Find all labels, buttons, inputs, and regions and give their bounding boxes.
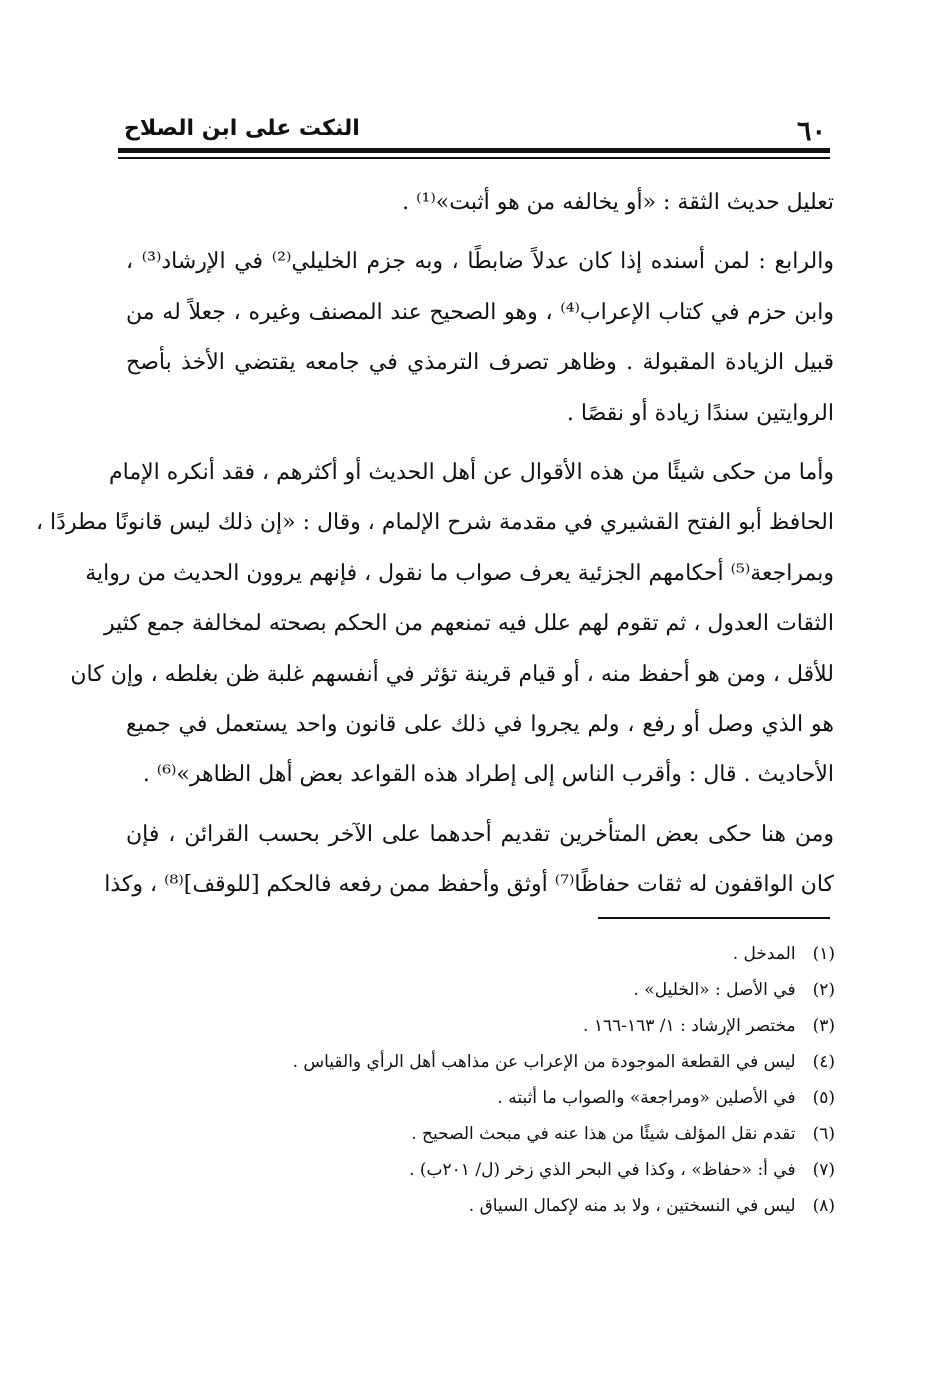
body-line: وأما من حكى شيئًا من هذه الأقوال عن أهل الحديث أو أكثرهم ، فقد أنكره الإمام bbox=[109, 459, 834, 485]
footnote bbox=[115, 1152, 835, 1188]
footnote-number: (٧) bbox=[812, 1160, 835, 1180]
body-line: ومن هنا حكى بعض المتأخرين تقديم أحدهما على الآخر بحسب القرائن ، فإن bbox=[126, 821, 834, 847]
body-line: وابن حزم في كتاب الإعراب⁽⁴⁾ ، وهو الصحيح عند المصنف وغيره ، جعلاً له من bbox=[126, 299, 834, 325]
body-line: الروايتين سندًا زيادة أو نقصًا . bbox=[566, 400, 834, 426]
body-line: هو الذي وصل أو رفع ، ولم يجروا في ذلك على قانون واحد يستعمل في جميع bbox=[126, 711, 834, 737]
body-line: كان الواقفون له ثقات حفاظًا⁽⁷⁾ أوثق وأحفظ ممن رفعه فالحكم [للوقف]⁽⁸⁾ ، وكذا bbox=[104, 872, 834, 898]
footnote-number: (٤) bbox=[812, 1052, 835, 1072]
footnote-number: (٨) bbox=[812, 1196, 835, 1216]
page-header bbox=[118, 108, 830, 147]
footnote-text: في أ: «حفاظ» ، وكذا في البحر الذي زخر (ل/ ٢٠١ب) . bbox=[409, 1160, 796, 1180]
body-text bbox=[35, 178, 834, 910]
header-rule-thick bbox=[118, 148, 830, 153]
footnote bbox=[115, 936, 835, 972]
footnote-text: في الأصلين «ومراجعة» والصواب ما أثبته . bbox=[497, 1088, 796, 1108]
footnote bbox=[115, 1080, 835, 1116]
running-title: النكت على ابن الصلاح bbox=[124, 116, 360, 141]
page-number: ٦٠ bbox=[796, 116, 826, 147]
footnote bbox=[115, 972, 835, 1008]
body-line: الثقات العدول ، ثم تقوم لهم علل فيه تمنعهم من الحكم بصحته لمخالفة جمع كثير bbox=[103, 611, 834, 637]
footnote-number: (١) bbox=[812, 944, 835, 964]
body-line: الحافظ أبو الفتح القشيري في مقدمة شرح الإلمام ، وقال : «إن ذلك ليس قانونًا مطردًا ، bbox=[35, 510, 834, 536]
footnote-text: ليس في القطعة الموجودة من الإعراب عن مذاهب أهل الرأي والقياس . bbox=[292, 1052, 796, 1072]
footnote-number: (٥) bbox=[812, 1088, 835, 1108]
footnote bbox=[115, 1044, 835, 1080]
footnote-text: المدخل . bbox=[732, 944, 796, 964]
body-line: للأقل ، ومن هو أحفظ منه ، أو قيام قرينة تؤثر في أنفسهم غلبة ظن بغلطه ، وإن كان bbox=[70, 661, 834, 687]
footnote-number: (٣) bbox=[812, 1016, 835, 1036]
footnote bbox=[115, 1188, 835, 1224]
body-line: وبمراجعة⁽⁵⁾ أحكامهم الجزئية يعرف صواب ما نقول ، فإنهم يروون الحديث من رواية bbox=[85, 560, 834, 586]
body-line: تعليل حديث الثقة : «أو يخالفه من هو أثبت»⁽¹⁾ . bbox=[402, 190, 834, 215]
header-rule-thin bbox=[118, 157, 830, 159]
body-line: الأحاديث . قال : وأقرب الناس إلى إطراد هذه القواعد بعض أهل الظاهر»⁽⁶⁾ . bbox=[142, 762, 834, 788]
footnote-text: تقدم نقل المؤلف شيئًا من هذا عنه في مبحث الصحيح . bbox=[411, 1124, 796, 1144]
footnote-number: (٢) bbox=[812, 980, 835, 1000]
footnote-text: مختصر الإرشاد : ١/ ١٦٣-١٦٦ . bbox=[583, 1016, 796, 1036]
footnote-text: ليس في النسختين ، ولا بد منه لإكمال السياق . bbox=[468, 1196, 796, 1216]
footnote bbox=[115, 1116, 835, 1152]
body-line: قبيل الزيادة المقبولة . وظاهر تصرف الترمذي في جامعه يقتضي الأخذ بأصح bbox=[126, 350, 834, 376]
footnotes bbox=[115, 936, 835, 1224]
body-line: والرابع : لمن أسنده إذا كان عدلاً ضابطًا ، وبه جزم الخليلي⁽²⁾ في الإرشاد⁽³⁾ ، bbox=[126, 249, 834, 275]
footnote-number: (٦) bbox=[812, 1124, 835, 1144]
footnote-text: في الأصل : «الخليل» . bbox=[633, 980, 796, 1000]
footnote bbox=[115, 1008, 835, 1044]
footnote-separator bbox=[598, 917, 830, 919]
